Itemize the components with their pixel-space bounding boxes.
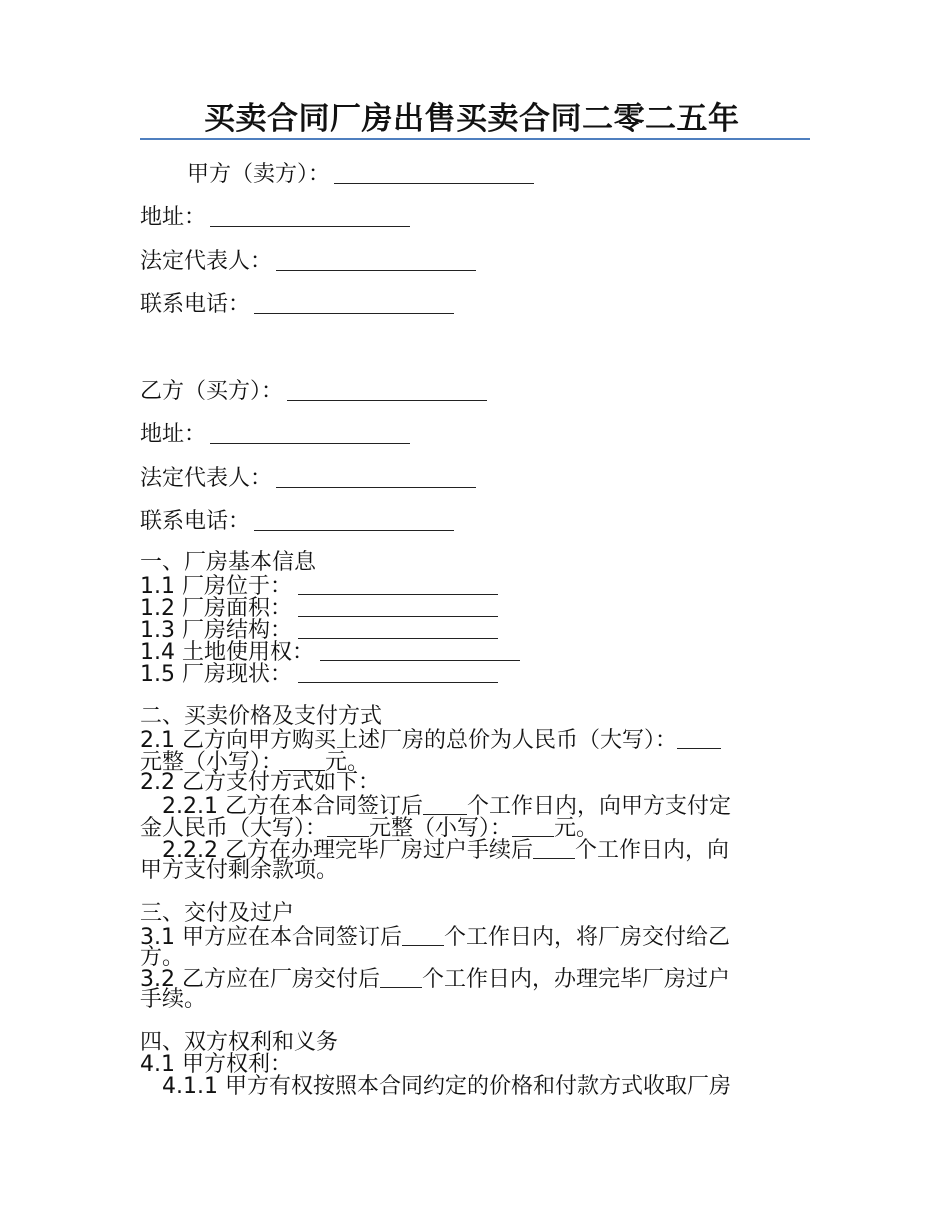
clause-2-1: 2.1 乙方向甲方购买上述厂房的总价为人民币（大写）：	[140, 728, 810, 750]
party-a-phone-label: 联系电话：	[140, 292, 251, 317]
party-a-phone-field	[140, 290, 454, 320]
party-b-legal-rep-label: 法定代表人：	[140, 466, 273, 491]
party-a-legal-rep-field	[140, 247, 476, 277]
clause-3-1-cont: 方。	[140, 945, 185, 970]
party-a-phone-blank	[254, 291, 454, 314]
party-b-phone-field	[140, 507, 454, 537]
section-1-item: 1.5 厂房现状：	[140, 662, 810, 684]
clause-2-2-2-cont: 甲方支付剩余款项。	[140, 858, 339, 883]
section-4-heading: 四、双方权利和义务	[140, 1030, 339, 1055]
section-3-heading: 三、交付及过户	[140, 901, 295, 926]
clause-3-1: 3.1 甲方应在本合同签订后 个工作日内，将厂房交付给乙	[140, 925, 730, 950]
clause-3-2: 3.2 乙方应在厂房交付后 个工作日内，办理完毕厂房过户	[140, 967, 730, 992]
clause-4-1: 4.1 甲方权利：	[140, 1052, 292, 1077]
party-a-label: 甲方（卖方）：	[187, 162, 331, 187]
party-a-address-blank	[210, 204, 410, 227]
section-3	[140, 903, 810, 969]
party-a-legal-rep-blank	[276, 248, 476, 271]
party-b-phone-blank	[254, 508, 454, 531]
clause-3-2-cont: 手续。	[140, 987, 207, 1012]
section-1-item: 1.4 土地使用权：	[140, 640, 810, 662]
section-2-heading: 二、买卖价格及支付方式	[140, 704, 383, 729]
party-b-phone-label: 联系电话：	[140, 509, 251, 534]
section-4	[140, 1032, 810, 1098]
section-1	[140, 550, 810, 687]
party-a-legal-rep-label: 法定代表人：	[140, 249, 273, 274]
party-b-legal-rep-blank	[276, 465, 476, 488]
section-3-part-2	[140, 967, 810, 1011]
party-a-address-label: 地址：	[140, 205, 207, 230]
party-b-address-blank	[210, 421, 410, 444]
party-b-field	[140, 377, 487, 407]
clause-2-2-2: 2.2.2 乙方在办理完毕厂房过户手续后 个工作日内，向	[162, 838, 729, 863]
clause-4-1-1: 4.1.1 甲方有权按照本合同约定的价格和付款方式收取厂房	[162, 1074, 731, 1099]
party-b-blank	[287, 378, 487, 401]
party-b-address-field	[140, 420, 410, 450]
section-2	[140, 706, 810, 882]
section-1-item: 1.1 厂房位于：	[140, 574, 810, 596]
clause-2-2: 2.2 乙方支付方式如下：	[140, 770, 380, 795]
document-title: 买卖合同厂房出售买卖合同二零二五年	[140, 100, 810, 140]
party-b-legal-rep-field	[140, 464, 476, 494]
clause-2-2-1: 2.2.1 乙方在本合同签订后 个工作日内，向甲方支付定	[162, 794, 731, 819]
party-b-address-label: 地址：	[140, 422, 207, 447]
clause-2-1-cont: 元整（小写）： 元。	[140, 750, 370, 775]
section-1-heading: 一、厂房基本信息	[140, 550, 317, 575]
party-b-label: 乙方（买方）：	[140, 379, 284, 404]
section-1-item: 1.3 厂房结构：	[140, 618, 810, 640]
party-a-address-field	[140, 203, 410, 233]
party-a-blank	[334, 161, 534, 184]
party-a-field	[187, 160, 534, 190]
clause-2-2-1-cont: 金人民币（大写）： 元整（小写）： 元。	[140, 816, 599, 841]
section-1-item: 1.2 厂房面积：	[140, 596, 810, 618]
